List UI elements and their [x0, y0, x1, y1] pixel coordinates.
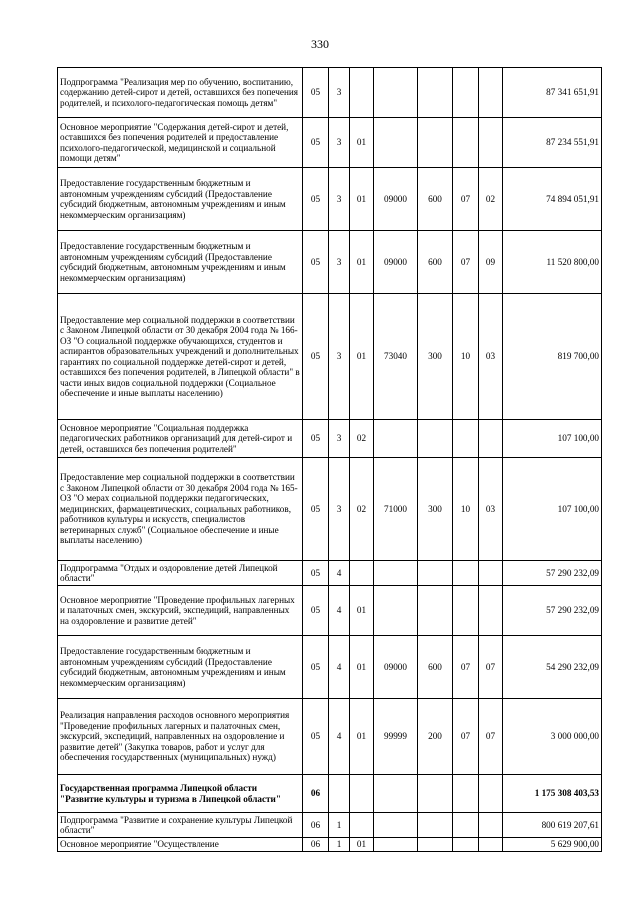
cell-activity	[350, 561, 374, 586]
row-description: Подпрограмма "Реализация мер по обучению, воспитанию, содержанию детей-сирот и детей, оставшихся без попечения родителей, и психолого-педагогическая помощь детям"	[58, 68, 303, 118]
cell-amount: 87 341 651,91	[503, 68, 602, 118]
cell-expense-direction	[374, 586, 418, 636]
cell-amount: 819 700,00	[503, 294, 602, 420]
cell-amount: 3 000 000,00	[503, 699, 602, 775]
cell-program: 05	[303, 294, 329, 420]
cell-program: 05	[303, 586, 329, 636]
cell-amount: 107 100,00	[503, 458, 602, 561]
cell-activity: 01	[350, 838, 374, 852]
cell-amount: 54 290 232,09	[503, 636, 602, 699]
cell-activity: 02	[350, 458, 374, 561]
cell-expense-direction	[374, 420, 418, 458]
cell-expense-type: 600	[418, 231, 453, 294]
cell-activity: 02	[350, 420, 374, 458]
cell-subprogram: 4	[329, 586, 350, 636]
cell-program: 05	[303, 561, 329, 586]
cell-subprogram: 3	[329, 294, 350, 420]
cell-section: 07	[453, 168, 479, 231]
table-row	[58, 458, 602, 561]
cell-expense-type: 200	[418, 699, 453, 775]
cell-subprogram: 1	[329, 838, 350, 852]
row-description: Предоставление государственным бюджетным и автономным учреждениям субсидий (Предоставление субсидий бюджетным, автономным учреждениям и иным некоммерческим организациям)	[58, 168, 303, 231]
budget-table	[57, 67, 602, 852]
cell-subsection	[479, 586, 503, 636]
row-description: Государственная программа Липецкой области "Развитие культуры и туризма в Липецкой области"	[58, 775, 303, 813]
cell-expense-direction: 09000	[374, 231, 418, 294]
row-description: Реализация направления расходов основного мероприятия "Проведение профильных лагерных и палаточных смен, экскурсий, экспедиций, направленных на оздоровление и развитие детей" (Закупка товаров, работ и услуг для обеспечения государственных (муниципальных) нужд)	[58, 699, 303, 775]
cell-subprogram: 4	[329, 561, 350, 586]
cell-amount: 87 234 551,91	[503, 118, 602, 168]
cell-subprogram: 3	[329, 68, 350, 118]
cell-subsection	[479, 420, 503, 458]
cell-program: 05	[303, 231, 329, 294]
cell-section	[453, 118, 479, 168]
cell-subprogram: 3	[329, 420, 350, 458]
cell-expense-type: 600	[418, 168, 453, 231]
table-row	[58, 838, 602, 852]
cell-amount: 74 894 051,91	[503, 168, 602, 231]
cell-subprogram: 3	[329, 231, 350, 294]
cell-activity	[350, 775, 374, 813]
cell-subsection: 07	[479, 699, 503, 775]
row-description: Подпрограмма "Развитие и сохранение культуры Липецкой области"	[58, 813, 303, 838]
cell-amount: 57 290 232,09	[503, 586, 602, 636]
cell-section: 10	[453, 294, 479, 420]
cell-program: 05	[303, 636, 329, 699]
table-row	[58, 168, 602, 231]
cell-amount: 11 520 800,00	[503, 231, 602, 294]
row-description: Основное мероприятие "Осуществление	[58, 838, 303, 852]
cell-expense-type: 300	[418, 294, 453, 420]
cell-program: 05	[303, 420, 329, 458]
row-description: Предоставление мер социальной поддержки в соответствии с Законом Липецкой области от 30 декабря 2004 года № 166-ОЗ "О социальной поддержке обучающихся, студентов и аспирантов образовательных учреждений и дополнительных гарантиях по социальной поддержке детей-сирот и детей, оставшихся без попечения родителей, в Липецкой области" в части иных видов социальной поддержки (Социальное обеспечение и иные выплаты населению)	[58, 294, 303, 420]
cell-program: 05	[303, 168, 329, 231]
cell-subsection: 02	[479, 168, 503, 231]
cell-expense-direction	[374, 838, 418, 852]
cell-amount: 5 629 900,00	[503, 838, 602, 852]
cell-subprogram: 4	[329, 636, 350, 699]
cell-amount: 107 100,00	[503, 420, 602, 458]
cell-expense-direction: 09000	[374, 168, 418, 231]
table-row	[58, 636, 602, 699]
cell-expense-type	[418, 813, 453, 838]
cell-subprogram	[329, 775, 350, 813]
table-row	[58, 699, 602, 775]
cell-expense-direction	[374, 561, 418, 586]
cell-activity	[350, 68, 374, 118]
cell-activity: 01	[350, 586, 374, 636]
row-description: Основное мероприятие "Проведение профильных лагерных и палаточных смен, экскурсий, экспедиций, направленных на оздоровление и развитие детей"	[58, 586, 303, 636]
cell-subsection: 03	[479, 294, 503, 420]
cell-expense-type: 300	[418, 458, 453, 561]
cell-activity: 01	[350, 294, 374, 420]
cell-program: 05	[303, 699, 329, 775]
table-body	[58, 68, 602, 852]
cell-subsection: 03	[479, 458, 503, 561]
cell-expense-direction: 73040	[374, 294, 418, 420]
cell-expense-direction: 09000	[374, 636, 418, 699]
cell-subprogram: 1	[329, 813, 350, 838]
cell-program: 05	[303, 118, 329, 168]
cell-subsection: 09	[479, 231, 503, 294]
cell-section	[453, 68, 479, 118]
cell-section	[453, 420, 479, 458]
cell-amount: 800 619 207,61	[503, 813, 602, 838]
cell-expense-direction	[374, 775, 418, 813]
cell-expense-direction: 71000	[374, 458, 418, 561]
cell-expense-type	[418, 420, 453, 458]
row-description: Предоставление мер социальной поддержки в соответствии с Законом Липецкой области от 30 декабря 2004 года № 165-ОЗ "О мерах социальной поддержки педагогических, медицинских, фармацевтических, социальных работников, работников культуры и искусств, специалистов ветеринарных служб" (Социальное обеспечение и иные выплаты населению)	[58, 458, 303, 561]
cell-subsection	[479, 813, 503, 838]
cell-expense-type	[418, 586, 453, 636]
row-description: Предоставление государственным бюджетным и автономным учреждениям субсидий (Предоставление субсидий бюджетным, автономным учреждениям и иным некоммерческим организациям)	[58, 231, 303, 294]
cell-section: 07	[453, 636, 479, 699]
cell-program: 05	[303, 68, 329, 118]
page-number: 330	[311, 37, 329, 51]
cell-subprogram: 3	[329, 458, 350, 561]
cell-subprogram: 4	[329, 699, 350, 775]
table-row	[58, 68, 602, 118]
cell-expense-type	[418, 68, 453, 118]
table-row	[58, 231, 602, 294]
cell-expense-type	[418, 561, 453, 586]
cell-expense-type: 600	[418, 636, 453, 699]
cell-expense-direction: 99999	[374, 699, 418, 775]
cell-expense-type	[418, 838, 453, 852]
cell-activity: 01	[350, 636, 374, 699]
cell-activity	[350, 813, 374, 838]
cell-activity: 01	[350, 168, 374, 231]
row-description: Основное мероприятие "Социальная поддержка педагогических работников организаций для детей-сирот и детей, оставшихся без попечения родителей"	[58, 420, 303, 458]
cell-activity: 01	[350, 118, 374, 168]
cell-program: 06	[303, 813, 329, 838]
cell-activity: 01	[350, 231, 374, 294]
cell-subprogram: 3	[329, 168, 350, 231]
cell-section	[453, 813, 479, 838]
cell-expense-type	[418, 775, 453, 813]
cell-subsection	[479, 561, 503, 586]
cell-subsection	[479, 68, 503, 118]
row-description: Основное мероприятие "Содержания детей-сирот и детей, оставшихся без попечения родителей и предоставление психолого-педагогической, медицинской и социальной помощи детям"	[58, 118, 303, 168]
cell-subsection	[479, 838, 503, 852]
cell-amount: 57 290 232,09	[503, 561, 602, 586]
table-row	[58, 775, 602, 813]
cell-subsection	[479, 775, 503, 813]
cell-expense-direction	[374, 813, 418, 838]
cell-section	[453, 838, 479, 852]
cell-program: 06	[303, 838, 329, 852]
cell-subsection: 07	[479, 636, 503, 699]
cell-expense-type	[418, 118, 453, 168]
table-row	[58, 586, 602, 636]
cell-expense-direction	[374, 68, 418, 118]
cell-section	[453, 775, 479, 813]
cell-subsection	[479, 118, 503, 168]
cell-section: 07	[453, 231, 479, 294]
cell-program: 05	[303, 458, 329, 561]
table-row	[58, 561, 602, 586]
cell-section	[453, 561, 479, 586]
cell-program: 06	[303, 775, 329, 813]
table-row	[58, 813, 602, 838]
cell-section	[453, 586, 479, 636]
table-row	[58, 420, 602, 458]
cell-expense-direction	[374, 118, 418, 168]
table-row	[58, 118, 602, 168]
cell-subprogram: 3	[329, 118, 350, 168]
row-description: Подпрограмма "Отдых и оздоровление детей Липецкой области"	[58, 561, 303, 586]
cell-section: 10	[453, 458, 479, 561]
cell-activity: 01	[350, 699, 374, 775]
row-description: Предоставление государственным бюджетным и автономным учреждениям субсидий (Предоставление субсидий бюджетным, автономным учреждениям и иным некоммерческим организациям)	[58, 636, 303, 699]
table-row	[58, 294, 602, 420]
cell-section: 07	[453, 699, 479, 775]
cell-amount: 1 175 308 403,53	[503, 775, 602, 813]
